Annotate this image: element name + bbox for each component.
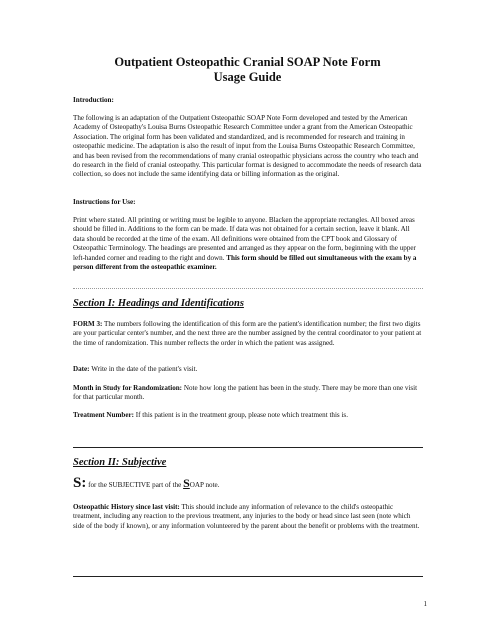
instructions-text: Print where stated. All printing or writing must be legible to anyone. Blacken the appropriate rectangles. All boxed areas should be filled in. Additions to the form can be made. If data was not obtained for a certain section, leave it blank. All data should be recorded at the time of the exam. All definitions were obtained from the CPT book and Glossary of Osteopathic Terminology. The headings are presented and arranged as they appear on the form, beginning with the upper left-handed corner and reading to the right and down.	[73, 216, 416, 262]
divider	[73, 447, 423, 448]
history-text: This should include any information of relevance to the child's osteopathic treatment, including any reaction to the previous treatment, any injuries to the body or head since last seen (note which side of the body if known), or any information volunteered by the parent about the benefit or problems with the treatment.	[73, 503, 420, 530]
divider	[73, 576, 423, 577]
treatment-number-label: Treatment Number:	[73, 411, 135, 419]
s-letter: S:	[73, 475, 87, 491]
month-item	[73, 384, 423, 403]
form3-text: The numbers following the identification of this form are the patient's identification number; the first two digits are your particular center's number, and the next three are the number assigned by the central coordinator to your patient at the time of randomization. This number reflects the order in which the patient was assigned.	[73, 320, 422, 347]
month-label: Month in Study for Randomization:	[73, 384, 183, 392]
page-title	[0, 55, 495, 85]
divider	[73, 288, 423, 289]
history-item	[73, 503, 423, 531]
section-1-heading: Section I: Headings and Identifications	[73, 298, 244, 309]
form3-label: FORM 3:	[73, 320, 103, 328]
title-line-1: Outpatient Osteopathic Cranial SOAP Note Form	[114, 55, 381, 69]
page-number: 1	[423, 600, 427, 608]
intro-label: Introduction:	[73, 96, 114, 104]
date-label: Date:	[73, 365, 90, 373]
treatment-number-text: If this patient is in the treatment group, please note which treatment this is.	[135, 411, 348, 419]
intro-paragraph: The following is an adaptation of the Outpatient Osteopathic SOAP Note Form developed and tested by the American Academy of Osteopathy's Louisa Burns Osteopathic Research Committee under a grant from the American Osteopathic Association. The original form has been validated and standardized, and is recommended for research and training in osteopathic medicine. The adaptation is also the result of input from the Louisa Burns Osteopathic Research Committee, and has been revised from the recommendations of many cranial osteopathic physicians across the country who teach and do research in the field of cranial osteopathy. This particular format is designed to accommodate the needs of research data collection, so does not include the same identifying data or billing information as the original.	[73, 114, 422, 179]
instructions-bold-text: This form should be filled out simultaneous with the exam by a person different from the osteopathic examiner.	[73, 253, 417, 272]
instructions-paragraph	[73, 216, 423, 272]
date-text: Write in the date of the patient's visit.	[91, 365, 198, 373]
s-line	[73, 476, 219, 492]
date-item	[73, 365, 423, 374]
form3-item	[73, 320, 423, 348]
s-text-pre: for the SUBJECTIVE part of the	[88, 481, 182, 489]
instructions-label: Instructions for Use:	[73, 198, 136, 206]
s-text-post: OAP note.	[189, 481, 220, 489]
month-text: Note how long the patient has been in the study. There may be more than one visit for that particular month.	[73, 384, 418, 402]
section-2-heading: Section II: Subjective	[73, 457, 167, 468]
title-line-2: Usage Guide	[213, 70, 282, 84]
treatment-number-item	[73, 411, 423, 420]
history-label: Osteopathic History since last visit:	[73, 503, 180, 511]
s-big-letter: S	[183, 476, 190, 490]
